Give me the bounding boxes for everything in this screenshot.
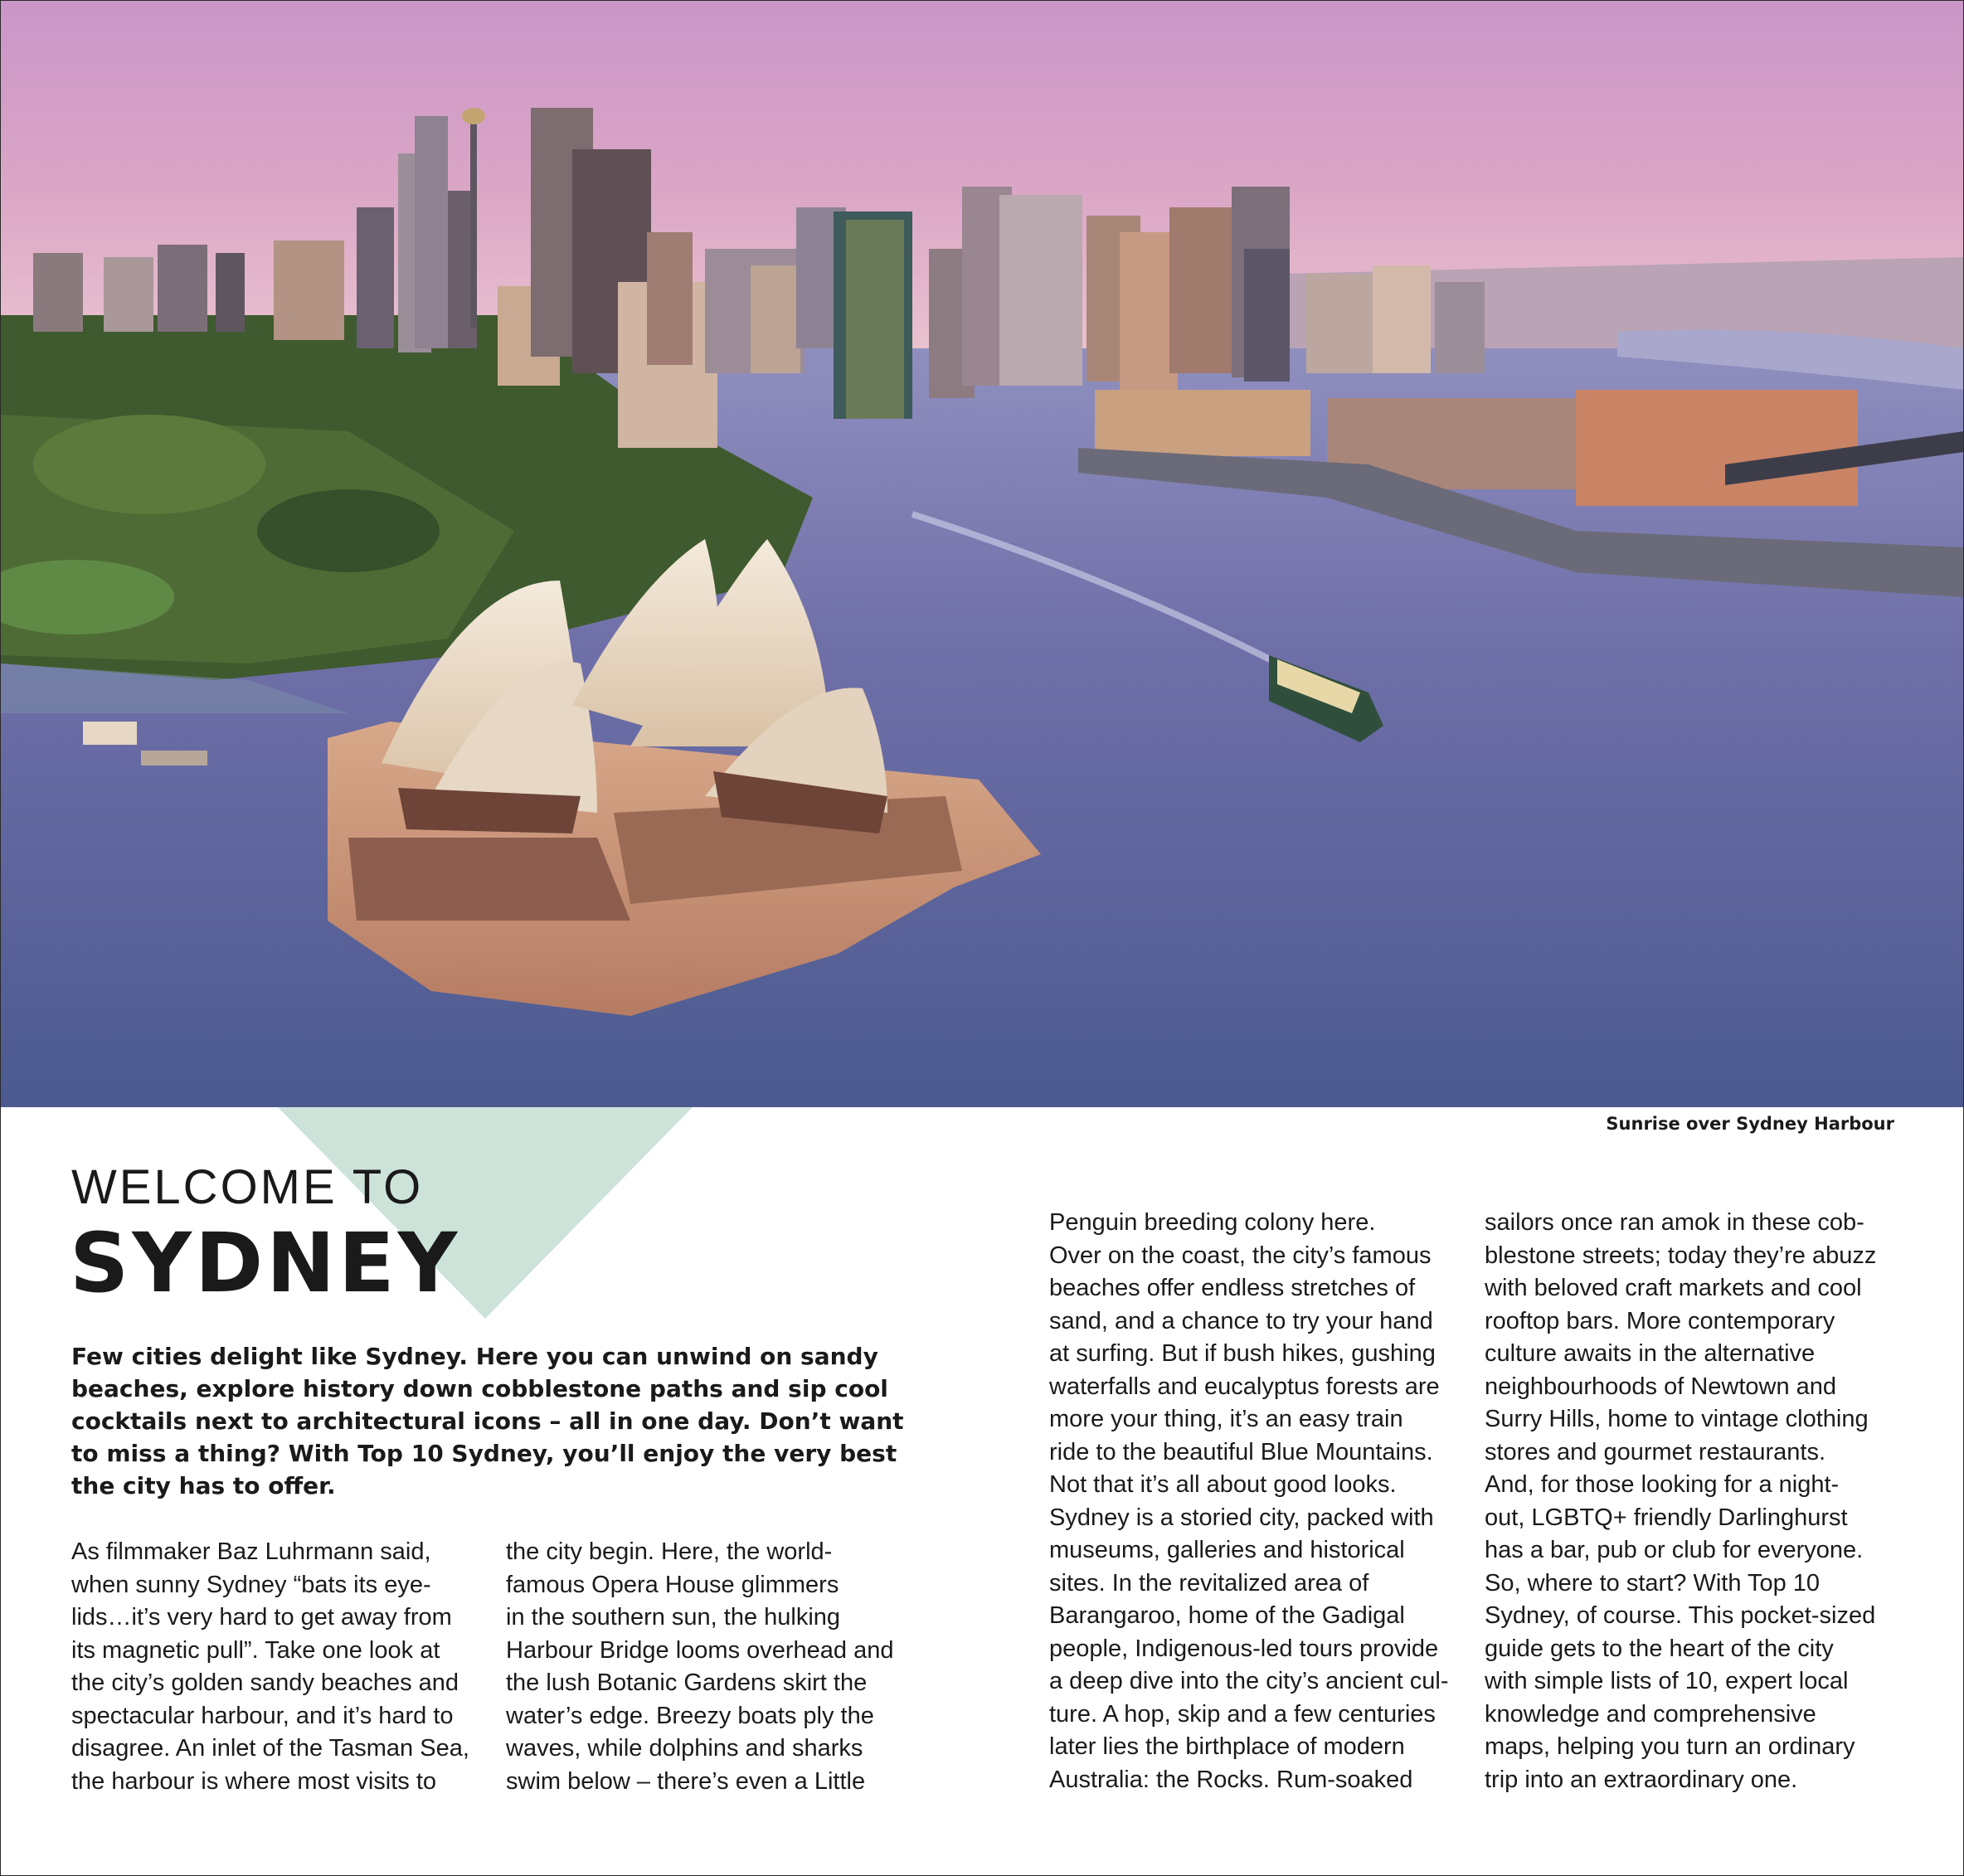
body-line: And, for those looking for a night-	[1485, 1471, 1840, 1498]
body-line: out, LGBTQ+ friendly Darlinghurst	[1485, 1504, 1848, 1531]
body-column-1	[71, 1536, 486, 1798]
body-line: sites. In the revitalized area of	[1049, 1569, 1369, 1597]
body-line: lids…it’s very hard to get away from	[71, 1604, 452, 1631]
body-line: when sunny Sydney “bats its eye-	[71, 1571, 431, 1598]
body-line: guide gets to the heart of the city	[1485, 1635, 1834, 1662]
body-line: disagree. An inlet of the Tasman Sea,	[71, 1735, 469, 1762]
body-line: at surfing. But if bush hikes, gushing	[1049, 1340, 1436, 1367]
intro-paragraph: Few cities delight like Sydney. Here you can unwind on sandy beaches, explore history down cobblestone paths and sip cool cocktails next to architectural icons – all in one day. Don’t want to miss a thing? With Top 10 Sydney, you’ll enjoy the very best the city has to offer.	[71, 1343, 904, 1499]
body-line: Australia: the Rocks. Rum-soaked	[1049, 1766, 1413, 1793]
body-line: water’s edge. Breezy boats ply the	[506, 1702, 874, 1729]
body-line: beaches offer endless stretches of	[1049, 1275, 1416, 1301]
body-line: Surry Hills, home to vintage clothing	[1485, 1406, 1869, 1432]
body-line: maps, helping you turn an ordinary	[1485, 1733, 1855, 1760]
body-line: So, where to start? With Top 10	[1485, 1569, 1821, 1597]
body-column-4	[1485, 1207, 1916, 1796]
body-line: knowledge and comprehensive	[1485, 1700, 1816, 1728]
body-column-2	[506, 1536, 921, 1798]
body-line: the city’s golden sandy beaches and	[71, 1669, 459, 1696]
body-line: spectacular harbour, and it’s hard to	[71, 1702, 454, 1729]
body-line: stores and gourmet restaurants.	[1485, 1438, 1826, 1465]
body-line: waterfalls and eucalyptus forests are	[1049, 1373, 1440, 1400]
body-line: neighbourhoods of Newtown and	[1485, 1373, 1837, 1400]
heading-welcome: WELCOME TO	[71, 1160, 424, 1214]
body-line: in the southern sun, the hulking	[506, 1604, 841, 1631]
body-line: with simple lists of 10, expert local	[1485, 1668, 1849, 1694]
heading-city: SYDNEY	[70, 1216, 461, 1311]
body-line: the lush Botanic Gardens skirt the	[506, 1669, 868, 1696]
body-line: Sydney, of course. This pocket-sized	[1485, 1602, 1876, 1629]
body-line: waves, while dolphins and sharks	[506, 1735, 863, 1762]
body-line: swim below – there’s even a Little	[506, 1767, 866, 1795]
body-line: Over on the coast, the city’s famous	[1049, 1242, 1432, 1269]
body-line: blestone streets; today they’re abuzz	[1485, 1242, 1877, 1269]
body-line: more your thing, it’s an easy train	[1049, 1406, 1403, 1432]
body-column-3	[1049, 1207, 1464, 1796]
body-line: has a bar, pub or club for everyone.	[1485, 1537, 1864, 1563]
body-line: Not that it’s all about good looks.	[1049, 1471, 1397, 1498]
body-line: trip into an extraordinary one.	[1485, 1766, 1798, 1793]
body-line: rooftop bars. More contemporary	[1485, 1307, 1835, 1334]
body-line: Sydney is a storied city, packed with	[1049, 1504, 1434, 1531]
body-line: As filmmaker Baz Luhrmann said,	[71, 1538, 431, 1565]
body-line: the harbour is where most visits to	[71, 1767, 437, 1795]
body-line: its magnetic pull”. Take one look at	[71, 1636, 440, 1664]
body-line: sailors once ran amok in these cob-	[1485, 1209, 1864, 1236]
body-line: museums, galleries and historical	[1049, 1537, 1405, 1563]
body-line: sand, and a chance to try your hand	[1049, 1307, 1433, 1334]
body-line: ture. A hop, skip and a few centuries	[1049, 1700, 1436, 1728]
body-line: famous Opera House glimmers	[506, 1571, 839, 1598]
body-line: ride to the beautiful Blue Mountains.	[1049, 1438, 1433, 1465]
photo-caption: Sunrise over Sydney Harbour	[1606, 1114, 1894, 1134]
body-line: culture awaits in the alternative	[1485, 1340, 1816, 1367]
body-line: Barangaroo, home of the Gadigal	[1049, 1602, 1405, 1629]
body-line: a deep dive into the city’s ancient cul-	[1049, 1668, 1449, 1694]
body-line: people, Indigenous-led tours provide	[1049, 1635, 1439, 1662]
body-line: with beloved craft markets and cool	[1485, 1275, 1862, 1301]
body-line: later lies the birthplace of modern	[1049, 1733, 1405, 1760]
body-line: the city begin. Here, the world-	[506, 1538, 833, 1565]
body-line: Harbour Bridge looms overhead and	[506, 1636, 894, 1664]
body-line: Penguin breeding colony here.	[1049, 1209, 1376, 1236]
